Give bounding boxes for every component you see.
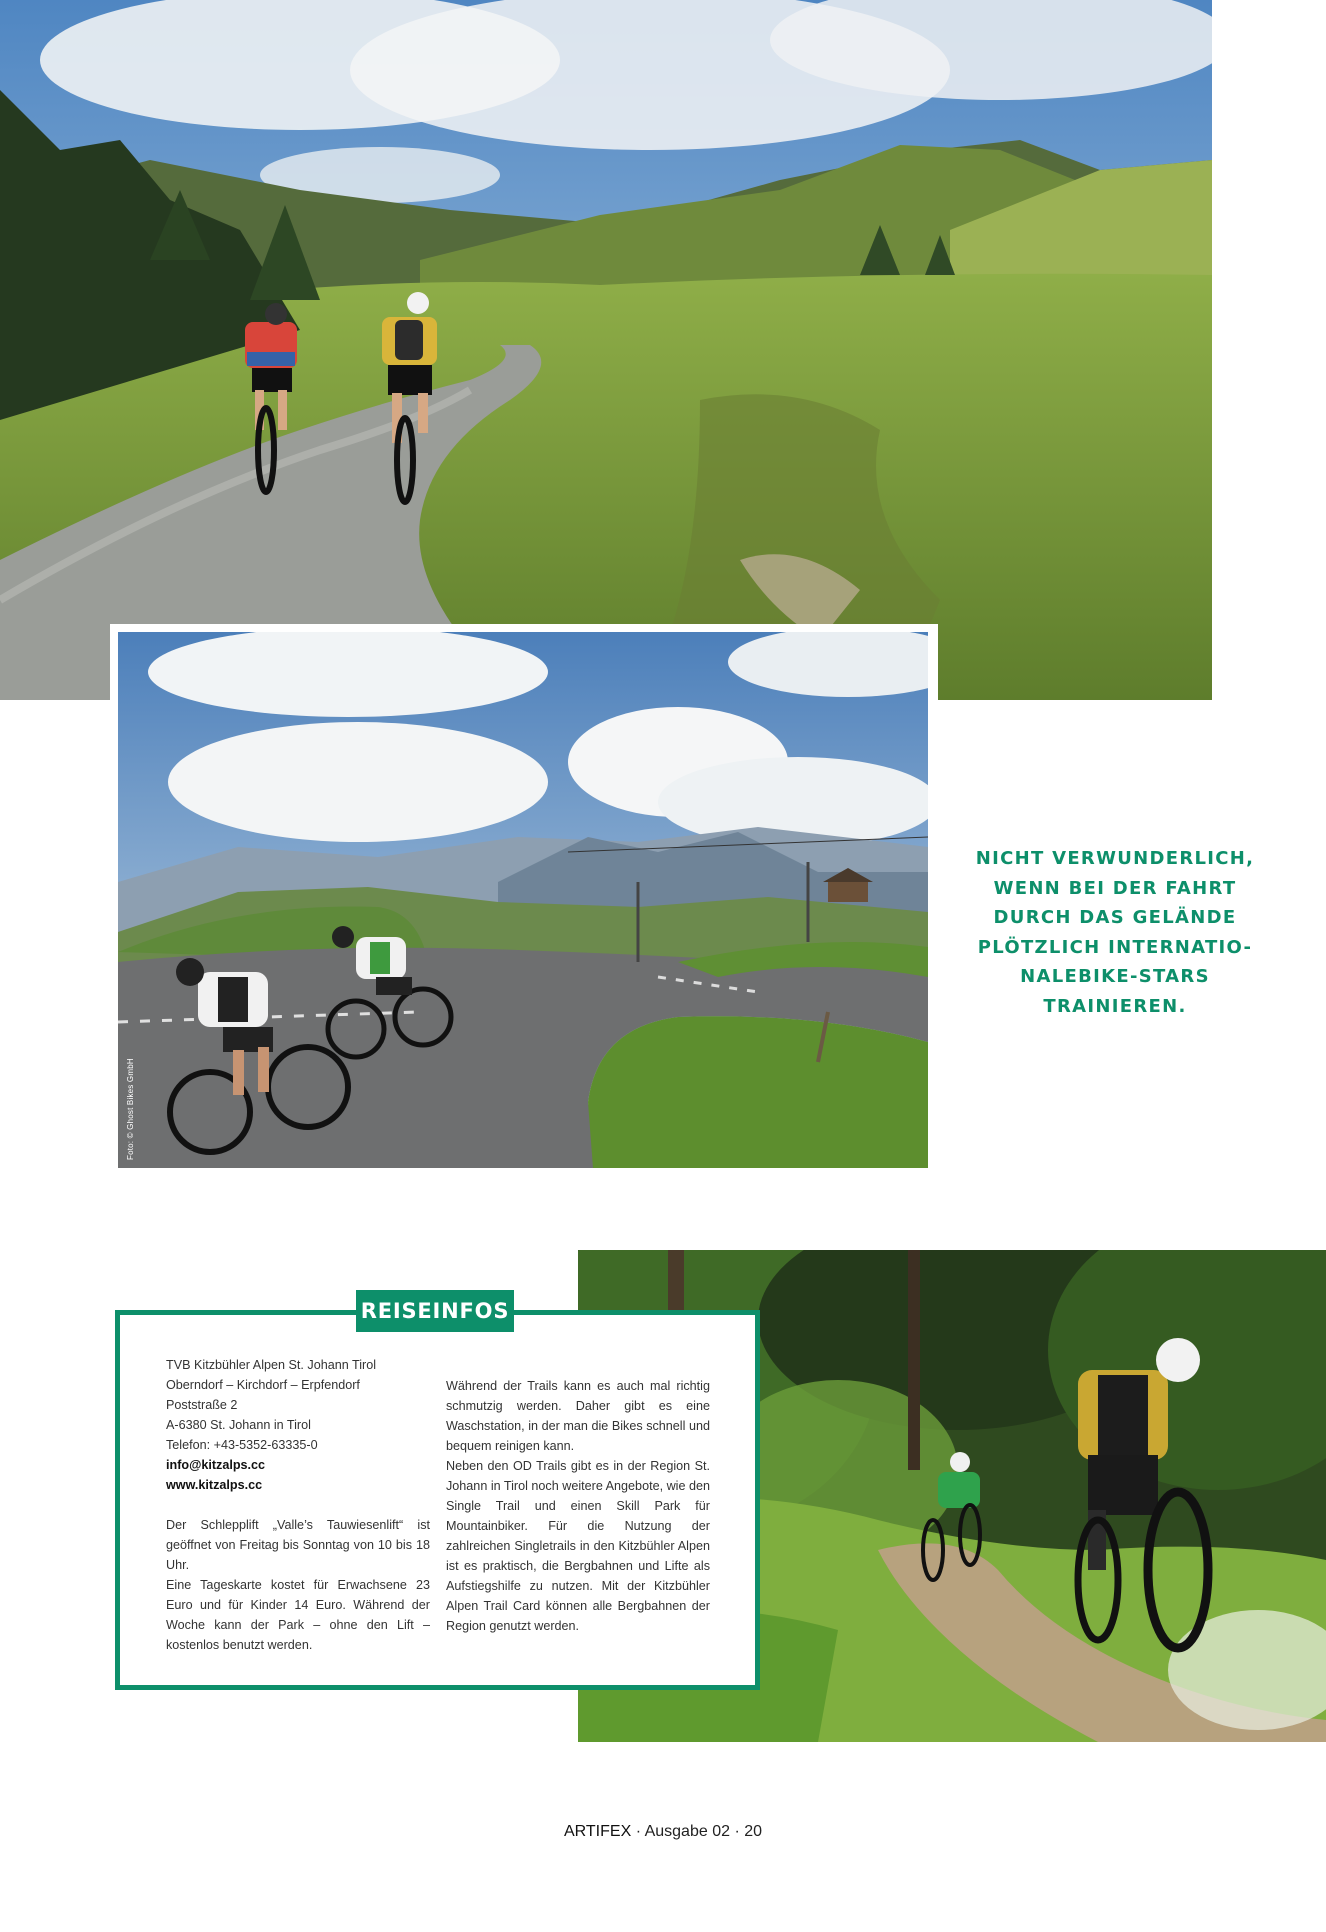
travel-info-left-column (166, 1355, 430, 1655)
pull-quote-line: WENN BEI DER FAHRT (993, 877, 1237, 899)
phone-line: Telefon: +43-5352-63335-0 (166, 1438, 318, 1452)
travel-info-title: REISEINFOS (356, 1290, 514, 1332)
pull-quote-line: DURCH DAS GELÄNDE (993, 907, 1237, 928)
wash-station-paragraph: Während der Trails kann es auch mal richtig schmutzig werden. Daher gibt es eine Waschstation, in der man die Bikes schnell und bequem reinigen kann. (446, 1379, 710, 1453)
issue-page-number: · Ausgabe 02 · 20 (631, 1823, 763, 1840)
photo-alpine-gravel-road (0, 0, 1212, 700)
pull-quote-line: PLÖTZLICH INTERNATIO- (977, 936, 1253, 958)
pull-quote-line: TRAINIEREN. (1043, 995, 1187, 1017)
photo-credit: Foto: © Ghost Bikes GmbH (126, 1058, 135, 1160)
address-line: TVB Kitzbühler Alpen St. Johann Tirol (166, 1358, 377, 1372)
lift-hours-paragraph: Der Schlepplift „Valle’s Tauwiesenlift“ ist geöffnet von Freitag bis Sonntag von 10 bis 18 Uhr. (166, 1518, 430, 1572)
trail-offers-paragraph: Neben den OD Trails gibt es in der Region St. Johann in Tirol noch weitere Angebote, wie den Single Trail und einen Skill Park für Mountainbiker. Für die Nutzung der zahlreichen Singletrails in den Kitzbühler Alpen ist es praktisch, die Bergbahnen und Lifte als Aufstiegshilfe zu nutzen. Mit der Kitzbühler Alpen Trail Card können alle Bergbahnen der Region genutzt werden. (446, 1459, 710, 1633)
travel-info-right-column (446, 1376, 710, 1636)
address-line: A-6380 St. Johann in Tirol (166, 1418, 311, 1432)
email-link[interactable]: info@kitzalps.cc (166, 1458, 266, 1472)
address-line: Oberndorf – Kirchdorf – Erpfendorf (166, 1378, 360, 1392)
ticket-price-paragraph: Eine Tageskarte kostet für Erwachsene 23 Euro und für Kinder 14 Euro. Während der Woche kann der Park – ohne den Lift – kostenlos benutzt werden. (166, 1578, 430, 1652)
address-line: Poststraße 2 (166, 1398, 238, 1412)
website-link[interactable]: www.kitzalps.cc (166, 1478, 263, 1492)
pull-quote-line: NICHT VERWUNDERLICH, (975, 848, 1255, 869)
page-footer (0, 1823, 1326, 1841)
pull-quote-line: NALEBIKE-STARS (1020, 966, 1210, 987)
photo-road-cyclists (118, 632, 928, 1168)
magazine-name: ARTIFEX (563, 1823, 632, 1840)
pull-quote (970, 844, 1260, 1021)
